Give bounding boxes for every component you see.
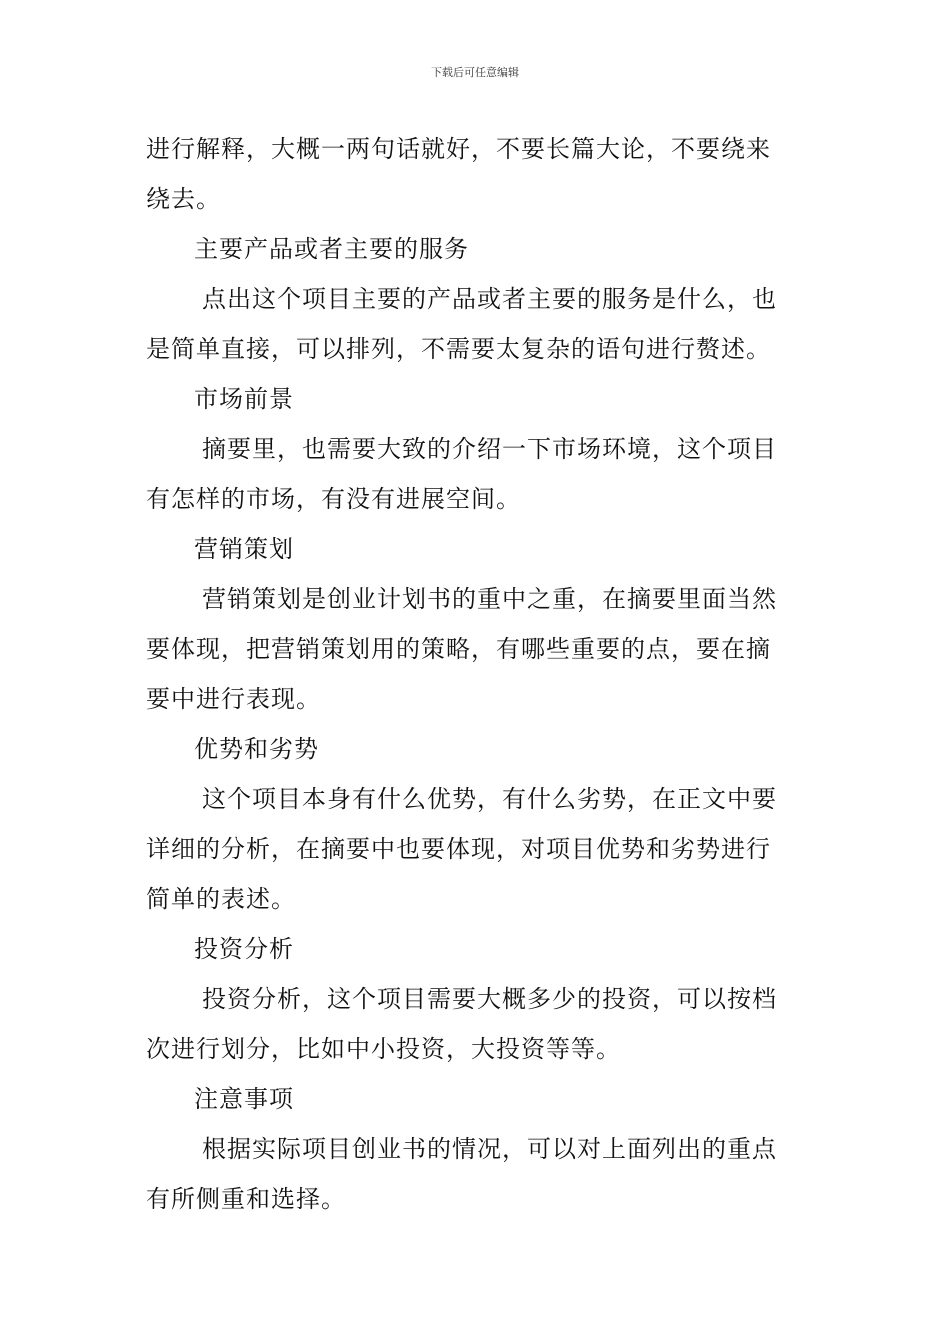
paragraph-line: 详细的分析，在摘要中也要体现，对项目优势和劣势进行: [146, 835, 771, 863]
section-heading: 投资分析: [194, 935, 294, 963]
paragraph-line: 根据实际项目创业书的情况，可以对上面列出的重点: [202, 1135, 777, 1163]
paragraph-line: 进行解释，大概一两句话就好，不要长篇大论，不要绕来: [146, 135, 771, 163]
paragraph-line: 营销策划是创业计划书的重中之重，在摘要里面当然: [202, 585, 777, 613]
section-heading: 营销策划: [194, 535, 294, 563]
paragraph-line: 绕去。: [146, 185, 221, 213]
paragraph-line: 简单的表述。: [146, 885, 296, 913]
section-heading: 优势和劣势: [194, 735, 319, 763]
section-heading: 注意事项: [194, 1085, 294, 1113]
paragraph-line: 摘要里，也需要大致的介绍一下市场环境，这个项目: [202, 435, 777, 463]
paragraph-line: 投资分析，这个项目需要大概多少的投资，可以按档: [202, 985, 777, 1013]
paragraph-line: 是简单直接，可以排列，不需要太复杂的语句进行赘述。: [146, 335, 771, 363]
section-heading: 市场前景: [194, 385, 294, 413]
document-body: [146, 124, 808, 1224]
paragraph-line: 有怎样的市场，有没有进展空间。: [146, 485, 521, 513]
paragraph-line: 点出这个项目主要的产品或者主要的服务是什么，也: [202, 285, 777, 313]
paragraph-line: 次进行划分，比如中小投资，大投资等等。: [146, 1035, 621, 1063]
section-heading: 主要产品或者主要的服务: [194, 235, 469, 263]
paragraph-line: 有所侧重和选择。: [146, 1185, 346, 1213]
paragraph-line: 要体现，把营销策划用的策略，有哪些重要的点，要在摘: [146, 635, 771, 663]
paragraph-line: 这个项目本身有什么优势，有什么劣势，在正文中要: [202, 785, 777, 813]
page-header: 下载后可任意编辑: [431, 66, 519, 79]
paragraph-line: 要中进行表现。: [146, 685, 321, 713]
